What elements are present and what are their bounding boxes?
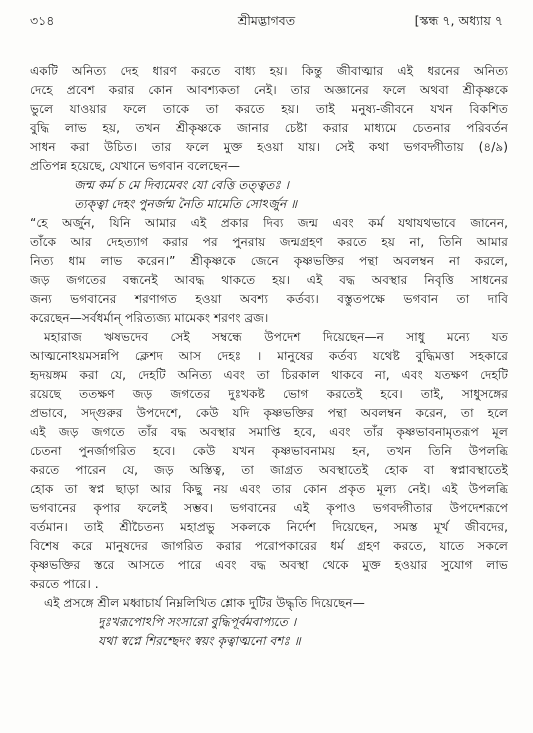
page-header (30, 10, 503, 32)
text-line: “হে অর্জুন, যিনি আমার এই প্রকার দিব্য জন্ম এবং কর্ম যথাযথভাবে জানেন, (30, 216, 508, 230)
text-line: এই জড় জগতে তাঁর বদ্ধ অবস্থার সমাপ্তি হবে, এবং তাঁর কৃষ্ণভাবনামৃতরূপ মূল (30, 425, 508, 439)
text-line: জন্য ভগবানের শরণাগত হওয়া অবশ্য কর্তব্য। বস্তুতপক্ষে ভগবান তা দাবি (30, 292, 508, 306)
text-line: সাধন করা উচিত। তার ফলে মুক্ত হওয়া যায়। সেই কথা ভগবদ্গীতায় (৪/৯) (30, 140, 508, 154)
text-line: জড় জগতের বন্ধনেই আবদ্ধ থাকতে হয়। এই বদ্ধ অবস্থার নিবৃত্তি সাধনের (30, 273, 508, 287)
text-line: হৃদয়ঙ্গম করা যে, দেহটি অনিত্য এবং তা চিরকাল থাকবে না, এবং যতক্ষণ দেহটি (30, 368, 508, 382)
text-line: বুদ্ধি লাভ হয়, তখন শ্রীকৃষ্ণকে জানার চেষ্টা করার মাধ্যমে চেতনার পরিবর্তন (30, 121, 508, 135)
page-body (30, 62, 508, 651)
text-line: চেতনা পুনর্জাগরিত হবে। কেউ যখন কৃষ্ণভাবনাময় হন, তখন তিনি উপলব্ধি (30, 444, 508, 458)
text-line: তাঁকে আর দেহত্যাগ করার পর পুনরায় জন্মগ্রহণ করতে হয় না, তিনি আমার (30, 235, 508, 249)
text-line: কৃষ্ণভক্তির স্তরে আসতে পারে এবং বদ্ধ অবস্থা থেকে মুক্ত হওয়ার সুযোগ লাভ (30, 558, 508, 572)
text-line: ভুলে যাওয়ার ফলে তাকে তা করতে হয়। তাই মনুষ্য-জীবনে যখন বিকশিত (30, 102, 508, 116)
text-line: করতে পারেন যে, জড় অস্তিত্ব, তা জাগ্রত অবস্থাতেই হোক বা স্বপ্নাবস্থাতেই (30, 463, 508, 477)
page-number: ৩১৪ (30, 13, 55, 28)
text-line: ভগবানের কৃপার ফলেই সম্ভব। ভগবানের এই কৃপাও ভগবদ্গীতার উপদেশরূপে (30, 501, 508, 515)
chapter-reference: [স্কন্ধ ৭, অধ্যায় ৭ (414, 13, 503, 28)
verse-line: দুঃখরূপোঽপি সংসারো বুদ্ধিপূর্বমবাপ্যতে । (98, 615, 297, 629)
paragraph-1 (30, 62, 508, 176)
verse-line: জন্ম কর্ম চ মে দিব্যমেবং যো বেত্তি তত্ত্বতঃ । (74, 178, 289, 192)
verse-line: যথা স্বপ্নে শিরশ্ছেদং স্বয়ং কৃত্বাত্মনো বশঃ ॥ (98, 634, 301, 648)
text-line: এই প্রসঙ্গে শ্রীল মধ্বাচার্য নিম্নলিখিত শ্লোক দুটির উদ্ধৃতি দিয়েছেন— (44, 596, 365, 610)
text-line: মহারাজ ঋষভদেব সেই সম্বন্ধে উপদেশ দিয়েছেন—ন সাধু মন্যে যত (44, 330, 508, 344)
text-line: বিশেষ করে মানুষদের জাগরিত করার পরোপকারের ধর্ম গ্রহণ করতে, যাতে সকলে (30, 539, 508, 553)
text-line: হোক তা স্বপ্ন ছাড়া আর কিছু নয় এবং তার কোন প্রকৃত মূল্য নেই। এই উপলব্ধি (30, 482, 508, 496)
text-line: বর্তমান। তাই শ্রীচৈতন্য মহাপ্রভু সকলকে নির্দেশ দিয়েছেন, সমস্ত মূর্খ জীবদের, (30, 520, 508, 534)
paragraph-2 (30, 214, 508, 328)
text-line: প্রভাবে, সদ্গুরুর উপদেশে, কেউ যদি কৃষ্ণভক্তির পন্থা অবলম্বন করেন, তা হলে (30, 406, 508, 420)
running-title: শ্রীমদ্ভাগবত (237, 13, 296, 28)
text-line: নিত্য ধাম লাভ করেন।” শ্রীকৃষ্ণকে জেনে কৃষ্ণভক্তির পন্থা অবলম্বন না করলে, (30, 254, 508, 268)
text-line: করতে পারে। . (30, 577, 99, 591)
verse-1 (30, 176, 508, 214)
text-line: করেছেন—সর্বধর্মান্ পরিত্যজ্য মামেকং শরণং ব্রজ। (30, 311, 269, 325)
paragraph-3 (30, 328, 508, 594)
verse-2 (30, 613, 508, 651)
text-line: আত্মনোঽয়মসন্নপি ক্লেশদ আস দেহঃ । মানুষের কর্তব্য যথেষ্ট বুদ্ধিমত্তা সহকারে (30, 349, 508, 363)
text-line: একটি অনিত্য দেহ ধারণ করতে বাধ্য হয়। কিন্তু জীবাত্মার এই ধরনের অনিত্য (30, 64, 508, 78)
paragraph-4 (30, 594, 508, 613)
text-line: রয়েছে ততক্ষণ জড় জগতের দুঃখকষ্ট ভোগ করতেই হবে। তাই, সাধুসঙ্গের (30, 387, 508, 401)
text-line: দেহে প্রবেশ করার কোন আবশ্যকতা নেই। তার অজ্ঞানের ফলে অথবা শ্রীকৃষ্ণকে (30, 83, 508, 97)
verse-line: ত্যক্ত্বা দেহং পুনর্জন্ম নৈতি মামেতি সোঽর্জুন ॥ (74, 197, 297, 211)
text-line: প্রতিপন্ন হয়েছে, যেখানে ভগবান বলেছেন— (30, 159, 240, 173)
